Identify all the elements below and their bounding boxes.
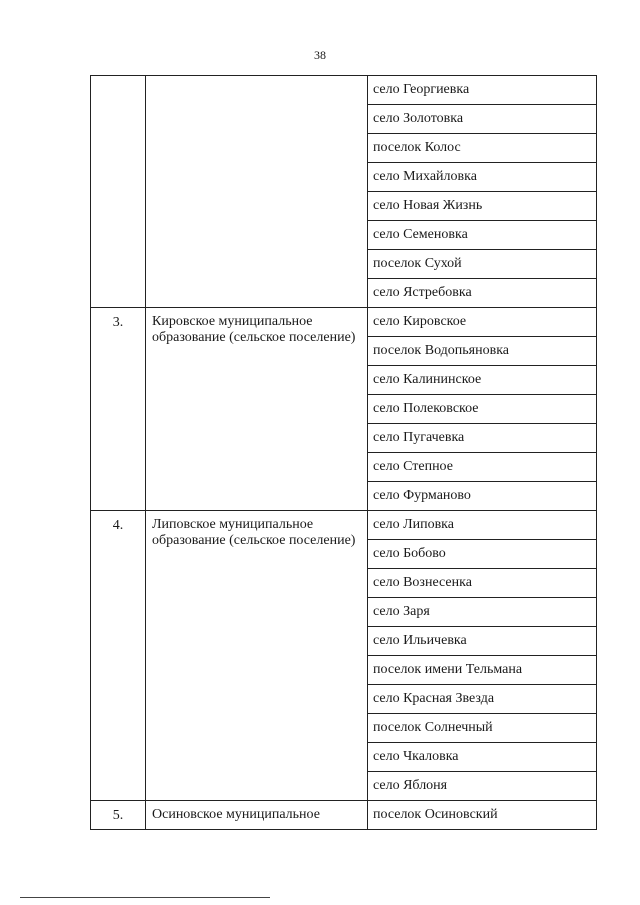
settlement-cell: село Бобово [368,540,597,569]
row-number-cell: 5. [91,801,146,830]
settlement-cell: село Новая Жизнь [368,192,597,221]
settlement-cell: село Чкаловка [368,743,597,772]
municipality-cell [146,76,368,308]
settlement-cell: село Вознесенка [368,569,597,598]
settlement-cell: село Пугачевка [368,424,597,453]
table-row [91,801,597,830]
settlement-cell: село Семеновка [368,221,597,250]
settlement-cell: село Ястребовка [368,279,597,308]
settlement-cell: поселок имени Тельмана [368,656,597,685]
settlement-cell: село Михайловка [368,163,597,192]
settlement-cell: село Красная Звезда [368,685,597,714]
settlement-cell: село Ильичевка [368,627,597,656]
settlement-cell: поселок Сухой [368,250,597,279]
settlement-cell: село Липовка [368,511,597,540]
settlement-cell: село Яблоня [368,772,597,801]
settlement-cell: поселок Колос [368,134,597,163]
settlement-cell: село Степное [368,453,597,482]
settlement-cell: село Заря [368,598,597,627]
table-row [91,308,597,337]
settlement-cell: село Фурманово [368,482,597,511]
row-number-cell [91,76,146,308]
row-number-cell: 3. [91,308,146,511]
settlement-cell: село Кировское [368,308,597,337]
settlement-cell: село Золотовка [368,105,597,134]
municipality-cell: Осиновское муниципальное [146,801,368,830]
settlement-cell: поселок Водопьяновка [368,337,597,366]
settlement-cell: село Калининское [368,366,597,395]
table-body [91,76,597,830]
table-row [91,511,597,540]
row-number-cell: 4. [91,511,146,801]
settlement-cell: поселок Осиновский [368,801,597,830]
settlement-cell: село Полековское [368,395,597,424]
settlements-table [90,75,597,830]
municipality-cell: Липовское муниципальное образование (сельское поселение) [146,511,368,801]
settlement-cell: село Георгиевка [368,76,597,105]
settlement-cell: поселок Солнечный [368,714,597,743]
table-row [91,76,597,105]
page-number: 38 [314,48,326,62]
municipality-cell: Кировское муниципальное образование (сельское поселение) [146,308,368,511]
footer-divider [20,897,270,898]
